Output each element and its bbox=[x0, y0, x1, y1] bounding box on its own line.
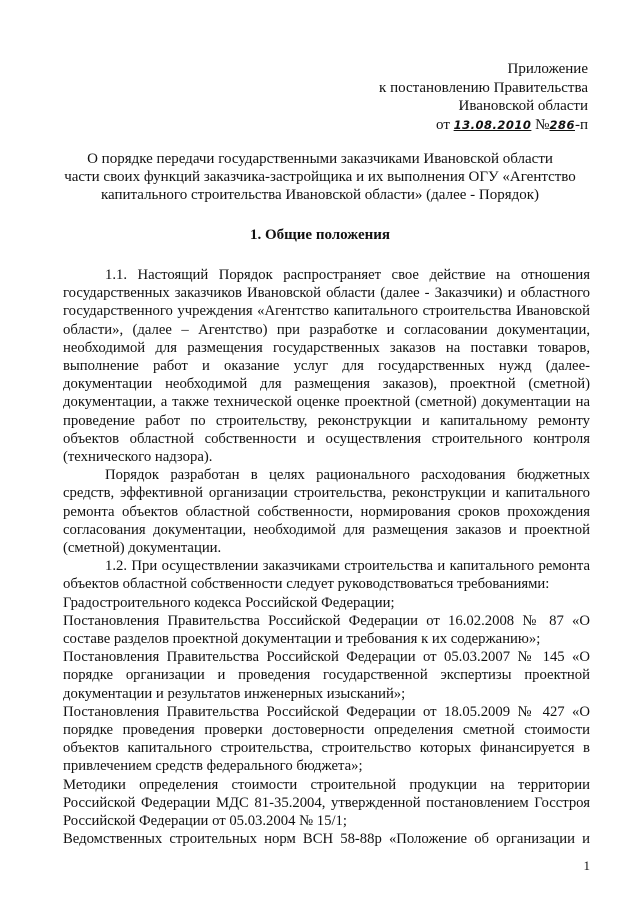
region-name: Ивановской области bbox=[458, 98, 588, 114]
handwritten-date: 13.08.2010 bbox=[453, 117, 532, 132]
title-line-3: капитального строительства Ивановской области» (далее - Порядок) bbox=[100, 187, 540, 203]
handwritten-number: 286 bbox=[549, 117, 575, 132]
section-heading: 1. Общие положения bbox=[249, 227, 391, 243]
date-number-line bbox=[379, 116, 588, 135]
paragraph-1-2: 1.2. При осуществлении заказчиками строительства и капитального ремонта объектов областной собственности следует руководствоваться требованиями: bbox=[63, 558, 590, 593]
title-line-1: О порядке передачи государственными заказчиками Ивановской области bbox=[87, 151, 553, 167]
list-item: Постановления Правительства Российской Федерации от 05.03.2007 № 145 «О порядке организации и проведения государственной экспертизы проектной документации и результатов инженерных изысканий»; bbox=[63, 649, 590, 702]
list-item: Постановления Правительства Российской Федерации от 16.02.2008 № 87 «О составе разделов проектной документации и требования к их содержанию»; bbox=[63, 612, 590, 648]
date-prefix: от bbox=[436, 116, 450, 133]
list-item: Методики определения стоимости строительной продукции на территории Российской Федерации МДС 81-35.2004, утвержденной постановлением Госстроя Российской Федерации от 05.03.2004 № 15/1; bbox=[63, 776, 590, 830]
resolution-ref: к постановлению Правительства bbox=[379, 79, 588, 96]
page-number: 1 bbox=[583, 858, 590, 873]
paragraph-purpose: Порядок разработан в целях рационального расходования бюджетных средств, эффективной организации строительства, реконструкции и капитального ремонта объектов областной собственности, нормирования сроков прохождения согласования документации, необходимой для размещения заказов и проектной (сметной) документации. bbox=[63, 467, 590, 557]
document-body bbox=[63, 266, 590, 849]
list-item: Градостроительного кодекса Российской Федерации; bbox=[63, 594, 395, 611]
list-item: Постановления Правительства Российской Федерации от 18.05.2009 № 427 «О порядке проведения проверки достоверности определения сметной стоимости объектов капитального строительства, строительство которых финансируется в привлечением средств федерального бюджета»; bbox=[63, 703, 590, 775]
document-title bbox=[40, 150, 600, 204]
appendix-header bbox=[379, 60, 588, 134]
number-suffix: -п bbox=[574, 116, 588, 133]
paragraph-1-1: 1.1. Настоящий Порядок распространяет свое действие на отношения государственных заказчиков Ивановской области (далее - Заказчики) и областного государственного учреждения «Агентство капитального строительства Ивановской области», (далее – Агентство) при разработке и согласовании документации, необходимой для размещения государственных заказов на поставки товаров, выполнение работ и оказание услуг для государственных нужд (далее- документации необходимой для размещения заказов), проектной (сметной) документации, а также технической оценке проектной (сметной) документации на проведение работ по строительству, реконструкции и капитальному ремонту объектов областной собственности и осуществления строительного контроля (технического надзора). bbox=[63, 267, 590, 466]
appendix-label: Приложение bbox=[507, 61, 588, 77]
number-prefix: № bbox=[535, 116, 550, 133]
title-line-2: части своих функций заказчика-застройщика и их выполнения ОГУ «Агентство bbox=[64, 169, 576, 185]
list-item: Ведомственных строительных норм ВСН 58-88р «Положение об организации и bbox=[63, 831, 590, 848]
